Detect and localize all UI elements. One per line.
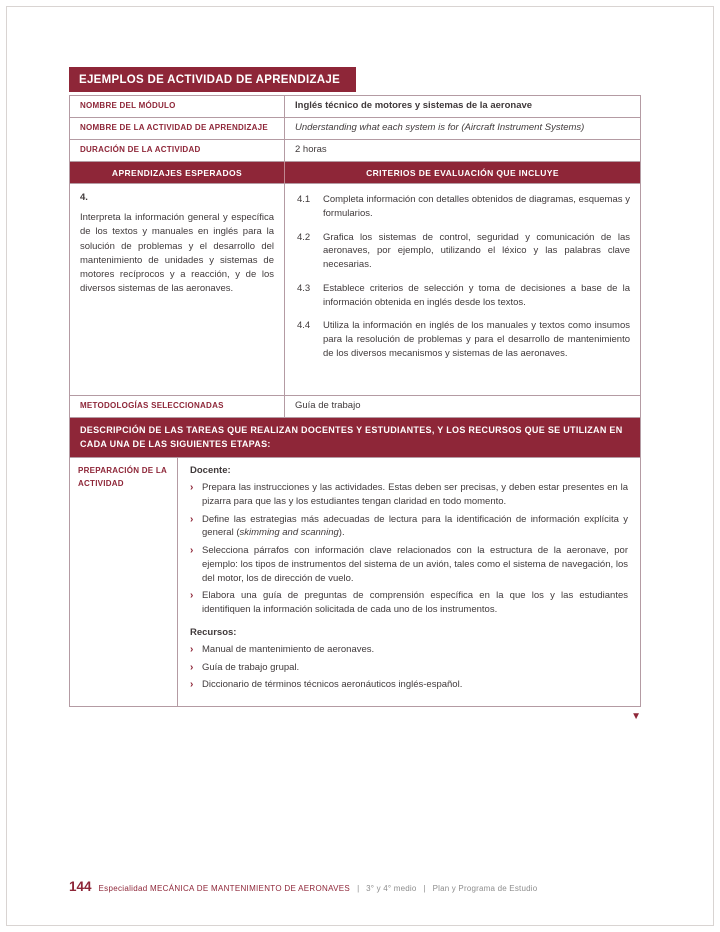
recurso-item-text: Diccionario de términos técnicos aeronáuticos inglés-español. — [202, 679, 463, 691]
docente-list-item — [190, 513, 628, 541]
preparation-row — [70, 458, 640, 706]
table-row-actividad — [70, 118, 640, 140]
bullet-icon: › — [190, 545, 194, 557]
item-text-pre: Prepara las instrucciones y las actividades. Estas deben ser precisas, y deben estar presentes en la pizarra para que las y los estudiantes tengan claridad en todo momento. — [202, 482, 628, 507]
recurso-list-item — [190, 678, 628, 692]
criterio-text: Grafica los sistemas de control, seguridad y comunicación de las aeronaves, por ejemplo, utilizando el léxico y las palabras clave necesarias. — [323, 231, 630, 271]
evaluation-row — [70, 184, 640, 396]
criterio-number: 4.4 — [297, 320, 311, 332]
bullet-icon: › — [190, 482, 194, 493]
aprendizaje-text: Interpreta la información general y específica de los textos y manuales en inglés para la solución de problemas y el desarrollo del mantenimiento de unidades y sistemas de motores recíprocos y a reacción, y de los diversos sistemas de las aeronaves. — [80, 212, 274, 295]
bullet-icon: › — [190, 679, 194, 691]
table-row-metodologias — [70, 396, 640, 418]
criterio-text: Completa información con detalles obtenidos de diagramas, esquemas y formularios. — [323, 194, 630, 219]
criterio-number: 4.1 — [297, 194, 311, 205]
footer-separator: | — [357, 884, 360, 893]
page-title: EJEMPLOS DE ACTIVIDAD DE APRENDIZAJE — [69, 67, 356, 92]
content-area — [69, 67, 641, 722]
footer-specialty — [99, 884, 351, 893]
column-headers-row — [70, 162, 640, 184]
footer-program: Plan y Programa de Estudio — [432, 884, 538, 893]
recurso-list-item — [190, 661, 628, 675]
row-value-modulo: Inglés técnico de motores y sistemas de la aeronave — [295, 100, 533, 111]
bullet-icon: › — [190, 643, 194, 655]
activity-table — [69, 95, 641, 707]
recurso-item-text: Manual de mantenimiento de aeronaves. — [202, 643, 375, 655]
triangle-down-icon: ▼ — [631, 711, 641, 723]
bullet-icon: › — [190, 590, 194, 602]
table-row-duracion — [70, 140, 640, 162]
footer-specialty-name: MECÁNICA DE MANTENIMIENTO DE AERONAVES — [150, 884, 351, 893]
criterio-number: 4.2 — [297, 231, 311, 243]
item-text-post: ). — [338, 527, 345, 539]
docente-list-item — [190, 481, 628, 509]
header-aprendizajes-esperados: APRENDIZAJES ESPERADOS — [70, 162, 285, 183]
preparation-content — [178, 458, 640, 706]
docente-list-item — [190, 589, 628, 617]
criterio-text: Establece criterios de selección y toma de decisiones a base de la información obtenida en inglés desde los textos. — [323, 282, 630, 308]
row-label-metodologias: METODOLOGÍAS SELECCIONADAS — [70, 396, 285, 417]
docente-title: Docente: — [190, 465, 231, 476]
docente-item-text — [202, 544, 628, 585]
row-label-actividad: NOMBRE DE LA ACTIVIDAD DE APRENDIZAJE — [70, 118, 285, 139]
footer-specialty-prefix: Especialidad — [98, 884, 148, 893]
item-text-pre: Selecciona párrafos con información clave relacionados con la estructura de la aeronave, por ejemplo: los tipos de instrumentos del sistema de un avión, tales como el sistema de navegación, los del motor, los de dirección de vuelo. — [202, 545, 628, 584]
item-text-pre: Define las estrategias más adecuadas de lectura para la identificación de información explícita y general ( — [202, 513, 628, 539]
aprendizaje-cell — [70, 184, 285, 395]
item-text-pre: Elabora una guía de preguntas de comprensión específica en la que los y las estudiantes identifiquen la información solicitada de cada uno de los instrumentos. — [202, 590, 628, 616]
recurso-list-item — [190, 643, 628, 657]
page-footer — [69, 879, 537, 894]
continuation-marker — [69, 712, 641, 722]
aprendizaje-number: 4. — [80, 192, 88, 203]
row-value-duracion: 2 horas — [295, 144, 327, 155]
table-row-modulo — [70, 96, 640, 118]
criterio-item — [297, 319, 630, 360]
header-criterios-evaluacion: CRITERIOS DE EVALUACIÓN QUE INCLUYE — [366, 168, 559, 178]
bullet-icon: › — [190, 661, 194, 673]
row-value-actividad: Understanding what each system is for (Aircraft Instrument Systems) — [295, 122, 585, 133]
criterios-cell — [285, 184, 640, 395]
recurso-item-text: Guía de trabajo grupal. — [202, 661, 300, 673]
item-text-italic: skimming and scanning — [239, 527, 339, 539]
criterio-number: 4.3 — [297, 282, 311, 294]
row-label-duracion: DURACIÓN DE LA ACTIVIDAD — [70, 140, 285, 161]
docente-item-text — [202, 481, 628, 509]
criterio-item — [297, 193, 630, 221]
document-page — [6, 6, 714, 926]
footer-separator: | — [423, 884, 426, 893]
criterio-item — [297, 231, 630, 272]
row-label-modulo: NOMBRE DEL MÓDULO — [70, 96, 285, 117]
footer-grade: 3° y 4° medio — [366, 884, 417, 893]
docente-item-text — [202, 513, 628, 541]
row-value-metodologias: Guía de trabajo — [295, 400, 361, 411]
criterio-text: Utiliza la información en inglés de los manuales y textos como insumos para la resolución de problemas y para el desarrollo de mantenimiento de los diversos mecanismos y sistemas de las aeronaves. — [323, 320, 630, 359]
criterio-item — [297, 282, 630, 310]
docente-list-item — [190, 544, 628, 585]
footer-page-number: 144 — [69, 879, 92, 894]
recursos-title: Recursos: — [190, 626, 237, 638]
docente-item-text — [202, 589, 628, 617]
preparation-label: PREPARACIÓN DE LA ACTIVIDAD — [70, 458, 178, 706]
description-header-band: DESCRIPCIÓN DE LAS TAREAS QUE REALIZAN DOCENTES Y ESTUDIANTES, Y LOS RECURSOS QUE SE UTILIZAN EN CADA UNA DE LAS SIGUIENTES ETAPAS: — [70, 418, 640, 458]
bullet-icon: › — [190, 513, 194, 525]
